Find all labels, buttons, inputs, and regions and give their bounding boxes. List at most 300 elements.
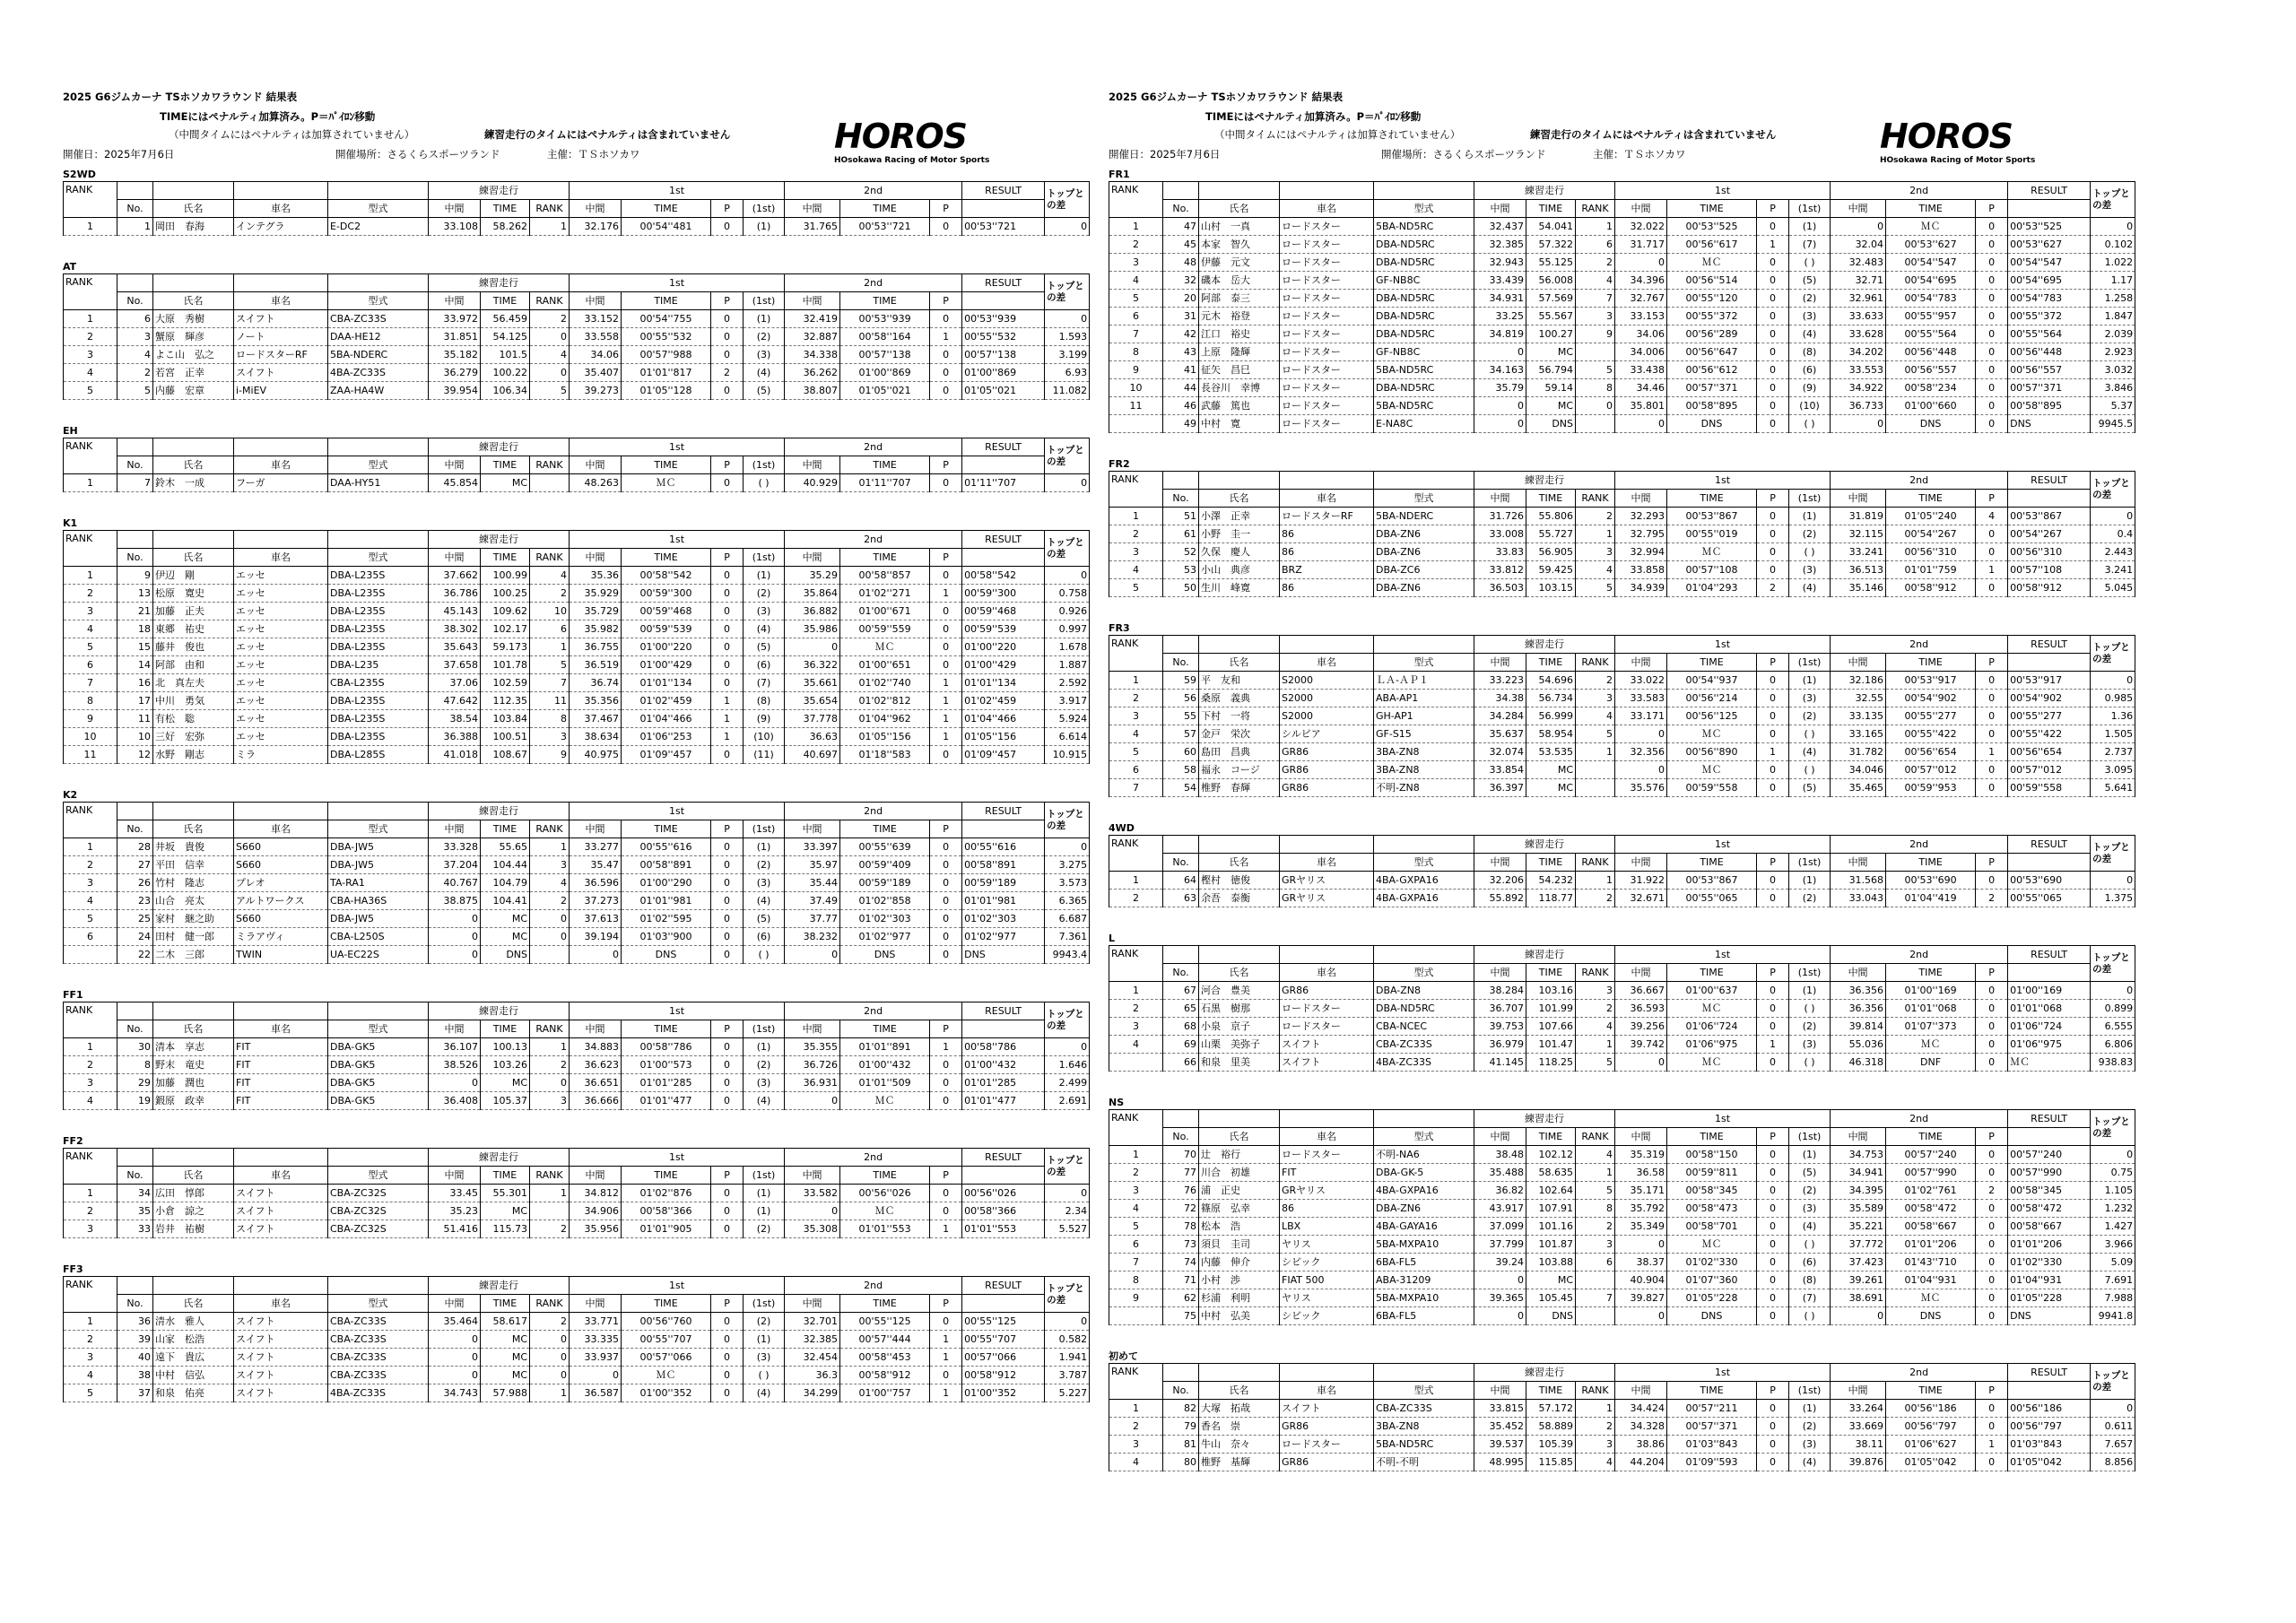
second-penalty: 0 <box>1976 1271 2008 1289</box>
prank-subheader: RANK <box>1576 1382 1615 1400</box>
second-split: 36.3 <box>785 1367 840 1384</box>
second-run-header: 2nd <box>785 803 962 820</box>
first-time: 01'01''285 <box>622 1074 711 1092</box>
first-penalty: 0 <box>711 1384 744 1402</box>
car-number: 30 <box>117 1038 153 1056</box>
first-position: ( ) <box>1789 254 1831 272</box>
second-time: DNF <box>1886 1054 1976 1072</box>
practice-split: 45.854 <box>429 474 481 492</box>
event-venue: 開催場所：さるくらスポーツランド <box>1381 148 1546 161</box>
result-time: 00'58''895 <box>2008 397 2091 415</box>
p-subheader: P <box>1757 854 1789 872</box>
first-penalty: 0 <box>711 346 744 364</box>
result-time: 01'01''981 <box>962 892 1045 910</box>
practice-time: MC <box>1526 397 1576 415</box>
practice-time: 103.15 <box>1526 579 1576 597</box>
car-model: 4BA-GXPA16 <box>1374 1182 1474 1200</box>
second-penalty: 0 <box>930 382 962 400</box>
time-subheader: TIME <box>481 820 530 838</box>
car-model: DBA-JW5 <box>328 838 429 856</box>
model-header <box>328 803 429 820</box>
logo-text: HOROS <box>834 117 968 156</box>
first-split: 0 <box>1615 415 1667 433</box>
first-penalty: 0 <box>1757 343 1789 361</box>
first-time: 01'06''724 <box>1667 1018 1757 1036</box>
result-row <box>1109 508 2135 525</box>
top-diff: 5.527 <box>1045 1220 1090 1238</box>
split-subheader: 中間 <box>1831 200 1886 218</box>
split-subheader: 中間 <box>1474 200 1526 218</box>
practice-time: 101.78 <box>481 656 530 674</box>
result-row <box>1109 1000 2135 1018</box>
rank: 4 <box>64 1367 117 1384</box>
first-run-header: 1st <box>1615 182 1831 200</box>
rank: 7 <box>1109 325 1163 343</box>
practice-time: 55.806 <box>1526 508 1576 525</box>
first-split: 39.194 <box>570 928 622 946</box>
car-model: DBA-ND5RC <box>1374 379 1474 397</box>
model-header <box>328 182 429 200</box>
result-subheader <box>962 292 1045 310</box>
driver-name: 若宮 正幸 <box>153 364 234 382</box>
car-name: S660 <box>234 838 328 856</box>
time-subheader: TIME <box>1667 1382 1757 1400</box>
practice-header: 練習走行 <box>429 438 570 456</box>
car-number: 79 <box>1163 1418 1199 1436</box>
car-name: アルトワークス <box>234 892 328 910</box>
practice-split: 36.82 <box>1474 1182 1526 1200</box>
no-header <box>1163 1364 1199 1382</box>
car-subheader: 車名 <box>1280 490 1374 508</box>
first-time: 00'58''366 <box>622 1202 711 1220</box>
header-row-bottom <box>1109 1382 2135 1400</box>
first-position: (4) <box>1789 325 1831 343</box>
practice-rank: 4 <box>530 874 570 892</box>
car-number: 16 <box>117 674 153 692</box>
name-subheader: 氏名 <box>1199 654 1280 672</box>
driver-name: 河合 豊美 <box>1199 982 1280 1000</box>
second-split: 35.654 <box>785 692 840 710</box>
second-time: 01'01''068 <box>1886 1000 1976 1018</box>
first-split: 34.906 <box>570 1202 622 1220</box>
result-time: 00'53''917 <box>2008 672 2091 690</box>
result-row <box>1109 543 2135 561</box>
first-run-header: 1st <box>570 1149 785 1167</box>
second-penalty: 0 <box>1976 218 2008 236</box>
rank: 6 <box>64 928 117 946</box>
second-run-header: 2nd <box>785 274 962 292</box>
second-time: 01'02''303 <box>840 910 930 928</box>
second-split: 32.186 <box>1831 672 1886 690</box>
practice-rank: 2 <box>530 585 570 603</box>
car-number: 43 <box>1163 343 1199 361</box>
practice-rank: 6 <box>1576 236 1615 254</box>
rank: 1 <box>1109 672 1163 690</box>
time-subheader: TIME <box>1526 1128 1576 1146</box>
result-time: 00'57''990 <box>2008 1164 2091 1182</box>
name-subheader: 氏名 <box>153 1167 234 1185</box>
first-position: (1) <box>1789 872 1831 890</box>
car-name: GRヤリス <box>1280 1182 1374 1200</box>
practice-time: MC <box>1526 779 1576 797</box>
first-position: ( ) <box>1789 1307 1831 1325</box>
result-row <box>1109 1054 2135 1072</box>
practice-rank: 3 <box>530 856 570 874</box>
driver-name: 江口 裕史 <box>1199 325 1280 343</box>
name-header <box>1199 182 1280 200</box>
no-header <box>117 182 153 200</box>
car-header <box>1280 636 1374 654</box>
second-penalty: 0 <box>1976 236 2008 254</box>
rank: 1 <box>64 838 117 856</box>
first-split: 36.593 <box>1615 1000 1667 1018</box>
result-time: 00'53''721 <box>962 218 1045 236</box>
car-name: GR86 <box>1280 1454 1374 1471</box>
practice-split: 37.799 <box>1474 1236 1526 1254</box>
header-row-top <box>1109 182 2135 200</box>
second-penalty: 1 <box>930 1038 962 1056</box>
result-time: 00'58''542 <box>962 567 1045 585</box>
practice-rank: 1 <box>1576 1036 1615 1054</box>
car-model: DBA-ZN6 <box>1374 525 1474 543</box>
practice-rank <box>530 1202 570 1220</box>
first-run-header: 1st <box>570 274 785 292</box>
result-time: 01'05''228 <box>2008 1289 2091 1307</box>
driver-name: 伊辺 剛 <box>153 567 234 585</box>
car-number: 82 <box>1163 1400 1199 1418</box>
first-time: 01'03''843 <box>1667 1436 1757 1454</box>
car-name: インテグラ <box>234 218 328 236</box>
no-header <box>117 438 153 456</box>
result-time: 01'03''843 <box>2008 1436 2091 1454</box>
p-subheader: P <box>1976 490 2008 508</box>
first-split: 31.922 <box>1615 872 1667 890</box>
first-position: (2) <box>1789 707 1831 725</box>
class-name: FF3 <box>63 1263 83 1275</box>
top-diff: 2.34 <box>1045 1202 1090 1220</box>
first-split: 39.273 <box>570 382 622 400</box>
results-table <box>1109 835 2135 907</box>
split-subheader: 中間 <box>1474 490 1526 508</box>
car-model: 6BA-FL5 <box>1374 1307 1474 1325</box>
top-diff: 7.361 <box>1045 928 1090 946</box>
car-model: DBA-ND5RC <box>1374 325 1474 343</box>
result-header: RESULT <box>962 1277 1045 1295</box>
car-model: DBA-JW5 <box>328 856 429 874</box>
practice-rank: 1 <box>1576 743 1615 761</box>
result-row <box>64 382 1090 400</box>
practice-split: 33.972 <box>429 310 481 328</box>
car-model: GF-S15 <box>1374 725 1474 743</box>
first-split: 0 <box>1615 725 1667 743</box>
second-time: 01'05''021 <box>840 382 930 400</box>
result-time: DNS <box>962 946 1045 964</box>
time-subheader: TIME <box>622 1295 711 1313</box>
top-diff: 0.985 <box>2091 690 2135 707</box>
top-diff: 0 <box>1045 1313 1090 1331</box>
first-position: (3) <box>744 874 785 892</box>
rank-header: RANK <box>1109 472 1163 508</box>
first-time: ＭＣ <box>1667 1054 1757 1072</box>
first-position: (2) <box>1789 890 1831 907</box>
result-row <box>64 674 1090 692</box>
time-subheader: TIME <box>622 292 711 310</box>
prank-subheader: RANK <box>1576 200 1615 218</box>
driver-name: 征矢 昌巳 <box>1199 361 1280 379</box>
first-time: 00'59''468 <box>622 603 711 621</box>
model-subheader: 型式 <box>1374 200 1474 218</box>
first-penalty: 1 <box>1757 743 1789 761</box>
first-time: 01'00''352 <box>622 1384 711 1402</box>
time-subheader: TIME <box>1667 200 1757 218</box>
first-run-header: 1st <box>1615 472 1831 490</box>
practice-split: 0 <box>1474 343 1526 361</box>
diff-header: トップとの差 <box>1045 1277 1090 1313</box>
diff-header: トップとの差 <box>2091 946 2135 982</box>
first-penalty: 0 <box>711 1313 744 1331</box>
top-diff: 0 <box>1045 474 1090 492</box>
no-header <box>117 1277 153 1295</box>
result-subheader <box>962 200 1045 218</box>
result-time: 00'57''108 <box>2008 561 2091 579</box>
rank-header: RANK <box>1109 636 1163 672</box>
top-diff: 6.614 <box>1045 728 1090 746</box>
first-penalty: 0 <box>1757 779 1789 797</box>
r1-subheader: (1st) <box>1789 964 1831 982</box>
prank-subheader: RANK <box>1576 964 1615 982</box>
second-penalty: 0 <box>930 928 962 946</box>
top-diff: 1.17 <box>2091 272 2135 290</box>
second-split: 35.864 <box>785 585 840 603</box>
result-time: 01'04''931 <box>2008 1271 2091 1289</box>
second-penalty: 0 <box>1976 290 2008 308</box>
second-split: 32.483 <box>1831 254 1886 272</box>
first-penalty: 0 <box>711 1056 744 1074</box>
top-diff: 0 <box>1045 1038 1090 1056</box>
first-time: 01'07''360 <box>1667 1271 1757 1289</box>
first-penalty: 0 <box>711 603 744 621</box>
second-time: 00'57''240 <box>1886 1146 1976 1164</box>
top-diff: 0 <box>2091 872 2135 890</box>
result-subheader <box>962 820 1045 838</box>
time-subheader: TIME <box>1886 654 1976 672</box>
rank: 3 <box>64 346 117 364</box>
second-split: 32.71 <box>1831 272 1886 290</box>
result-time: 00'54''783 <box>2008 290 2091 308</box>
second-split: 31.782 <box>1831 743 1886 761</box>
result-time: 01'00''869 <box>962 364 1045 382</box>
practice-split: 0 <box>1474 1307 1526 1325</box>
car-name: ロードスター <box>1280 254 1374 272</box>
first-penalty: 0 <box>711 1202 744 1220</box>
top-diff: 7.988 <box>2091 1289 2135 1307</box>
car-model: DBA-L235S <box>328 692 429 710</box>
first-time: 00'58''542 <box>622 567 711 585</box>
result-time: 00'56''448 <box>2008 343 2091 361</box>
split-subheader: 中間 <box>570 820 622 838</box>
p-subheader: P <box>711 1295 744 1313</box>
first-split: 37.467 <box>570 710 622 728</box>
top-diff: 1.36 <box>2091 707 2135 725</box>
result-time: 01'01''553 <box>962 1220 1045 1238</box>
practice-split: 33.45 <box>429 1185 481 1202</box>
name-header <box>153 1277 234 1295</box>
driver-name: 桑原 義典 <box>1199 690 1280 707</box>
table-body <box>1109 872 2135 907</box>
practice-split: 35.637 <box>1474 725 1526 743</box>
car-model: DBA-ZN6 <box>1374 1200 1474 1218</box>
first-penalty: 0 <box>711 382 744 400</box>
rank: 3 <box>1109 1182 1163 1200</box>
result-time: 00'58''912 <box>2008 579 2091 597</box>
class-name: 初めて <box>1109 1350 1138 1362</box>
time-subheader: TIME <box>1526 490 1576 508</box>
practice-rank: 3 <box>530 1092 570 1110</box>
first-time: 01'00''429 <box>622 656 711 674</box>
first-split: 35.801 <box>1615 397 1667 415</box>
practice-rank: 1 <box>1576 525 1615 543</box>
car-number: 39 <box>117 1331 153 1349</box>
second-split: 35.589 <box>1831 1200 1886 1218</box>
rank: 4 <box>64 892 117 910</box>
driver-name: 山村 一真 <box>1199 218 1280 236</box>
first-penalty: 1 <box>1757 1036 1789 1054</box>
result-row <box>64 1185 1090 1202</box>
car-model: DBA-L235S <box>328 638 429 656</box>
p-subheader: P <box>711 456 744 474</box>
car-number: 78 <box>1163 1218 1199 1236</box>
page-header <box>1109 82 2104 169</box>
split-subheader: 中間 <box>570 1020 622 1038</box>
first-position: (5) <box>1789 272 1831 290</box>
car-model: TA-RA1 <box>328 874 429 892</box>
practice-split: 32.074 <box>1474 743 1526 761</box>
first-run-header: 1st <box>570 1277 785 1295</box>
second-split: 35.44 <box>785 874 840 892</box>
car-number: 66 <box>1163 1054 1199 1072</box>
results-table <box>63 530 1090 764</box>
result-header: RESULT <box>962 1002 1045 1020</box>
practice-time: 103.16 <box>1526 982 1576 1000</box>
first-time: ＭＣ <box>1667 761 1757 779</box>
practice-time: 108.67 <box>481 746 530 764</box>
car-model: DBA-L235S <box>328 567 429 585</box>
car-name: ロードスター <box>1280 343 1374 361</box>
second-time: 00'53''627 <box>1886 236 1976 254</box>
time-subheader: TIME <box>481 1167 530 1185</box>
driver-name: 岡田 春海 <box>153 218 234 236</box>
practice-split: 32.206 <box>1474 872 1526 890</box>
split-subheader: 中間 <box>1831 1382 1886 1400</box>
car-name: スイフト <box>234 1185 328 1202</box>
practice-rank: 1 <box>1576 872 1615 890</box>
practice-time: 107.66 <box>1526 1018 1576 1036</box>
rank: 3 <box>1109 254 1163 272</box>
top-diff: 6.365 <box>1045 892 1090 910</box>
rank: 6 <box>64 656 117 674</box>
result-header: RESULT <box>2008 946 2091 964</box>
driver-name: 鍜原 政幸 <box>153 1092 234 1110</box>
result-time: 00'53''690 <box>2008 872 2091 890</box>
driver-name: 内藤 宏章 <box>153 382 234 400</box>
logo-text: HOROS <box>1880 117 2013 156</box>
first-time: 01'09''457 <box>622 746 711 764</box>
no-header <box>117 274 153 292</box>
practice-split: 33.328 <box>429 838 481 856</box>
car-name: ミラ <box>234 746 328 764</box>
car-model: CBA-NCEC <box>1374 1018 1474 1036</box>
second-split: 32.115 <box>1831 525 1886 543</box>
first-position: ( ) <box>1789 1054 1831 1072</box>
driver-name: 清水 雅人 <box>153 1313 234 1331</box>
result-row <box>1109 982 2135 1000</box>
rank: 2 <box>1109 1164 1163 1182</box>
practice-time: 102.59 <box>481 674 530 692</box>
car-name: GRヤリス <box>1280 872 1374 890</box>
result-row <box>1109 707 2135 725</box>
model-header <box>1374 472 1474 490</box>
car-number: 80 <box>1163 1454 1199 1471</box>
result-subheader <box>962 549 1045 567</box>
first-penalty: 0 <box>1757 254 1789 272</box>
car-subheader: 車名 <box>234 549 328 567</box>
first-split: 35.729 <box>570 603 622 621</box>
rank: 1 <box>64 310 117 328</box>
event-title: 2025 G6ジムカーナ TSホソカワラウンド 結果表 <box>1109 91 1344 103</box>
practice-header: 練習走行 <box>1474 636 1615 654</box>
first-time: ＭＣ <box>1667 543 1757 561</box>
first-time: ＭＣ <box>1667 1236 1757 1254</box>
first-time: 00'58''345 <box>1667 1182 1757 1200</box>
car-name: i-MiEV <box>234 382 328 400</box>
practice-rank: 0 <box>1576 397 1615 415</box>
practice-time: 54.696 <box>1526 672 1576 690</box>
class-name: L <box>1109 933 1116 944</box>
result-row <box>1109 254 2135 272</box>
car-header <box>1280 472 1374 490</box>
driver-name: 広田 惇郎 <box>153 1185 234 1202</box>
class-section <box>1109 1350 2134 1471</box>
second-run-header: 2nd <box>785 1002 962 1020</box>
second-penalty: 0 <box>1976 525 2008 543</box>
car-name: 86 <box>1280 525 1374 543</box>
car-number: 23 <box>117 892 153 910</box>
rank: 3 <box>64 1220 117 1238</box>
top-diff: 3.095 <box>2091 761 2135 779</box>
practice-header: 練習走行 <box>1474 1364 1615 1382</box>
diff-header: トップとの差 <box>2091 182 2135 218</box>
top-diff: 6.93 <box>1045 364 1090 382</box>
rank-header: RANK <box>64 1149 117 1185</box>
second-split: 38.691 <box>1831 1289 1886 1307</box>
first-position: (4) <box>1789 1454 1831 1471</box>
header-row-bottom <box>1109 964 2135 982</box>
model-header <box>328 1149 429 1167</box>
time-subheader: TIME <box>1667 654 1757 672</box>
no-header <box>117 1149 153 1167</box>
first-split: 33.153 <box>1615 308 1667 325</box>
time-subheader: TIME <box>1667 964 1757 982</box>
result-time: 01'00''169 <box>2008 982 2091 1000</box>
driver-name: 篠原 弘幸 <box>1199 1200 1280 1218</box>
first-position: ( ) <box>1789 1236 1831 1254</box>
p-subheader: P <box>930 820 962 838</box>
practice-rank: 3 <box>1576 308 1615 325</box>
first-time: 00'55''019 <box>1667 525 1757 543</box>
practice-split: 33.108 <box>429 218 481 236</box>
second-penalty: 0 <box>930 621 962 638</box>
result-row <box>1109 1418 2135 1436</box>
